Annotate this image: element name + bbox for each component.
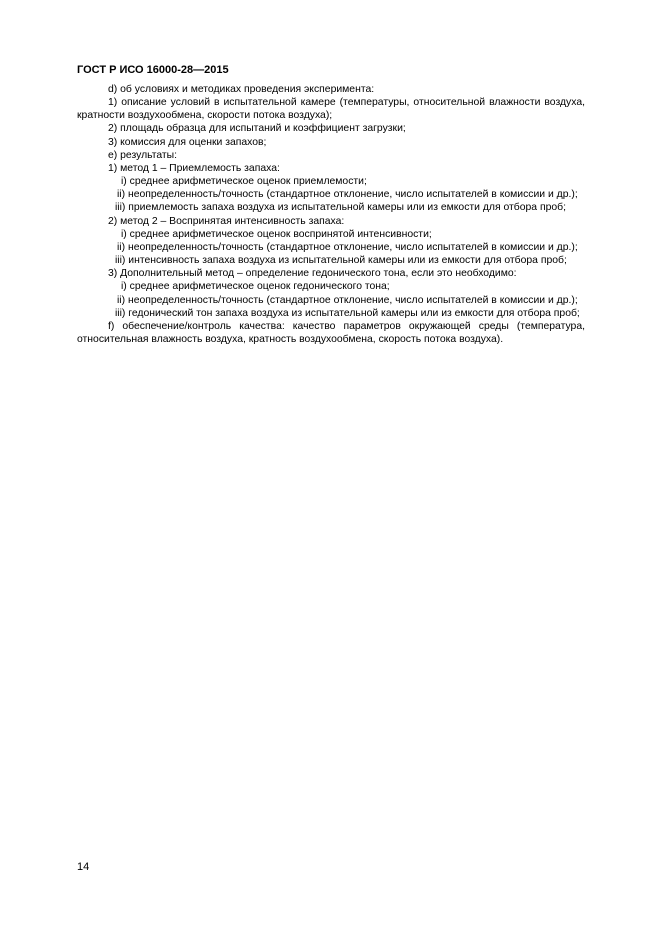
item-e-2-iii: iii) интенсивность запаха воздуха из испытательной камеры или из емкости для отбора проб; bbox=[115, 255, 567, 267]
item-d-1: 1) описание условий в испытательной камере (температуры, относительной влажности воздуха, кратности воздухообмена, скорости потока воздуха); bbox=[77, 97, 585, 122]
item-e-3-iii: iii) гедонический тон запаха воздуха из испытательной камеры или из емкости для отбора проб; bbox=[115, 307, 580, 319]
item-e-3: 3) Дополнительный метод – определение гедонического тона, если это необходимо: bbox=[108, 268, 517, 280]
standard-designation: ГОСТ Р ИСО 16000-28—2015 bbox=[77, 64, 229, 76]
item-f: f) обеспечение/контроль качества: качество параметров окружающей среды (температура, относительная влажность воздуха, кратность воздухообмена, скорость потока воздуха). bbox=[77, 320, 585, 345]
item-e-1-ii: ii) неопределенность/точность (стандартное отклонение, число испытателей в комиссии и др.); bbox=[117, 189, 578, 201]
item-e-2-i: i) среднее арифметическое оценок воспринятой интенсивности; bbox=[121, 228, 432, 240]
item-d-2: 2) площадь образца для испытаний и коэффициент загрузки; bbox=[108, 123, 406, 135]
item-e-1: 1) метод 1 – Приемлемость запаха: bbox=[108, 162, 280, 174]
item-e: e) результаты: bbox=[108, 149, 178, 161]
item-e-1-i: i) среднее арифметическое оценок приемлемости; bbox=[121, 176, 367, 188]
item-e-2: 2) метод 2 – Воспринятая интенсивность запаха: bbox=[108, 215, 345, 227]
document-body bbox=[77, 83, 585, 346]
item-e-3-ii: ii) неопределенность/точность (стандартное отклонение, число испытателей в комиссии и др.); bbox=[117, 294, 578, 306]
item-e-3-i: i) среднее арифметическое оценок гедонического тона; bbox=[121, 281, 390, 293]
item-e-2-ii: ii) неопределенность/точность (стандартное отклонение, число испытателей в комиссии и др.); bbox=[117, 241, 578, 253]
item-d-3: 3) комиссия для оценки запахов; bbox=[108, 136, 267, 148]
item-d: d) об условиях и методиках проведения эксперимента: bbox=[108, 84, 375, 95]
item-e-1-iii: iii) приемлемость запаха воздуха из испытательной камеры или из емкости для отбора проб; bbox=[115, 202, 566, 214]
page-number: 14 bbox=[77, 861, 90, 873]
